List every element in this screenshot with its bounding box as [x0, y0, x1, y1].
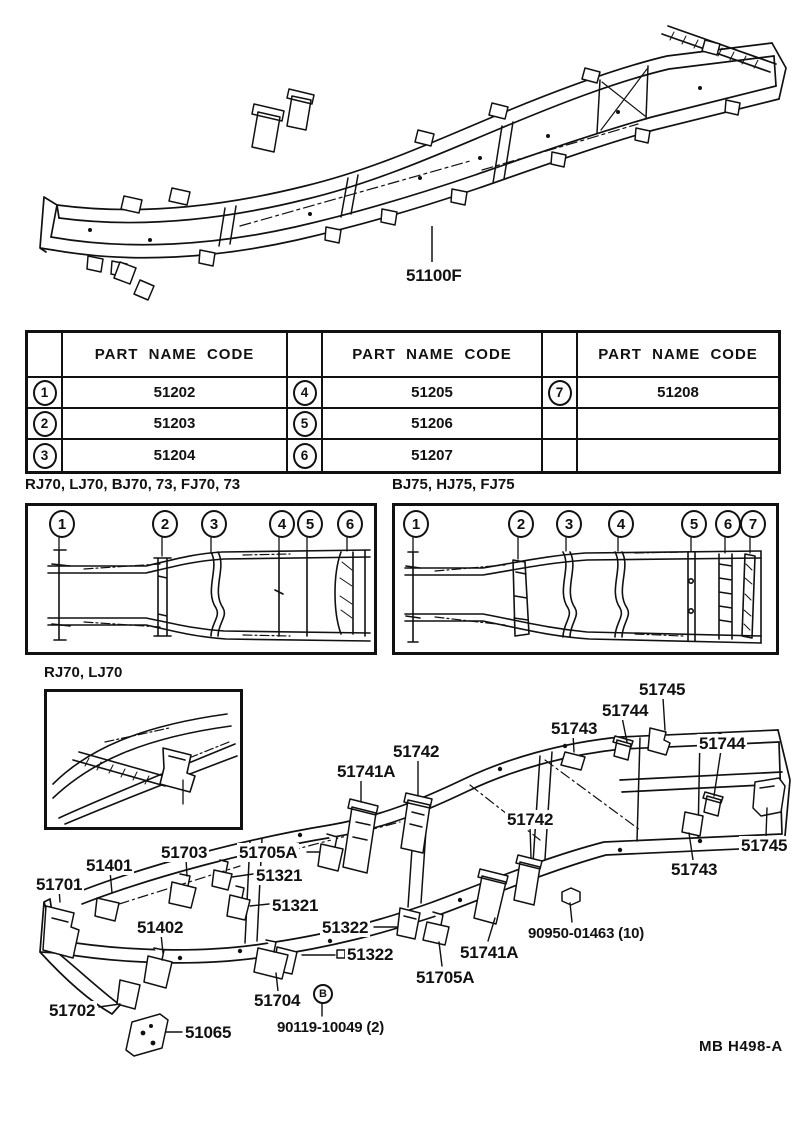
variant-title-rj70: RJ70, LJ70, BJ70, 73, FJ70, 73 [25, 476, 241, 493]
callout-51703: 51703 [161, 843, 208, 862]
table-corner-cell [28, 333, 63, 378]
inset-diagram-rj70 [44, 689, 243, 830]
callout-51745-b: 51745 [741, 836, 788, 855]
ref-number-cell [288, 440, 323, 471]
marker-6: 6 [337, 510, 363, 538]
callout-51100f: 51100F [406, 266, 462, 285]
callout-51322-b: 51322 [347, 945, 394, 964]
variant-diagram-bj75 [392, 503, 779, 655]
marker-1: 1 [403, 510, 429, 538]
marker-5: 5 [681, 510, 707, 538]
doc-code: MB H498-A [699, 1038, 783, 1055]
callout-51743-b: 51743 [671, 860, 718, 879]
part-code-cell: 51207 [323, 440, 543, 471]
marker-3: 3 [201, 510, 227, 538]
ref-number-cell [28, 440, 63, 471]
callout-51744-b: 51744 [699, 734, 746, 753]
callout-51744-a: 51744 [602, 701, 649, 720]
variant-title-bj75: BJ75, HJ75, FJ75 [392, 476, 515, 493]
inset-title: RJ70, LJ70 [44, 664, 123, 681]
callout-51065: 51065 [185, 1023, 232, 1042]
part-name-code-table [25, 330, 781, 474]
marker-2: 2 [508, 510, 534, 538]
marker-7: 7 [740, 510, 766, 538]
marker-4: 4 [269, 510, 295, 538]
callout-90119-10049: 90119-10049 (2) [277, 1019, 385, 1036]
callout-51704: 51704 [254, 991, 301, 1010]
callout-51743-a: 51743 [551, 719, 598, 738]
callout-51702: 51702 [49, 1001, 96, 1020]
part-code-cell [578, 440, 778, 471]
circled-number: 1 [33, 380, 57, 406]
main-frame-diagram [0, 0, 800, 322]
frame-rails [40, 26, 786, 258]
variant-diagram-rj70 [25, 503, 377, 655]
callout-51741a-a: 51741A [337, 762, 396, 781]
table-corner-cell [543, 333, 578, 378]
table-header-cell: PART NAME CODE [63, 333, 288, 378]
callout-51742-b: 51742 [507, 810, 554, 829]
callout-51741a-b: 51741A [460, 943, 519, 962]
ref-number-cell [28, 378, 63, 409]
callout-51701: 51701 [36, 875, 83, 894]
ref-number-cell [543, 409, 578, 440]
circled-number: 4 [293, 380, 317, 406]
marker-4: 4 [608, 510, 634, 538]
ref-number-cell [28, 409, 63, 440]
table-corner-cell [288, 333, 323, 378]
ref-number-cell [543, 378, 578, 409]
circled-number: 7 [548, 380, 572, 406]
callout-51402: 51402 [137, 918, 184, 937]
marker-5: 5 [297, 510, 323, 538]
callout-51745-a: 51745 [639, 680, 686, 699]
callout-51742-a: 51742 [393, 742, 440, 761]
frame-brackets [87, 40, 740, 300]
callout-51705a-a: 51705A [239, 843, 298, 862]
circled-number: 6 [293, 443, 317, 469]
table-header-cell: PART NAME CODE [323, 333, 543, 378]
marker-1: 1 [49, 510, 75, 538]
table-header-cell: PART NAME CODE [578, 333, 778, 378]
marker-3: 3 [556, 510, 582, 538]
part-code-cell: 51204 [63, 440, 288, 471]
circled-number: 5 [293, 411, 317, 437]
circled-letter-b: B [313, 984, 333, 1004]
part-code-cell [578, 409, 778, 440]
callout-51705a-b: 51705A [416, 968, 475, 987]
marker-2: 2 [152, 510, 178, 538]
part-code-cell: 51203 [63, 409, 288, 440]
circled-number: 3 [33, 443, 57, 469]
ref-number-cell [288, 378, 323, 409]
marker-6: 6 [715, 510, 741, 538]
callout-51322-a: 51322 [322, 918, 369, 937]
ref-number-cell [288, 409, 323, 440]
part-code-cell: 51206 [323, 409, 543, 440]
callout-51401: 51401 [86, 856, 133, 875]
callout-51321-b: 51321 [272, 896, 319, 915]
circled-number: 2 [33, 411, 57, 437]
part-code-cell: 51202 [63, 378, 288, 409]
ref-number-cell [543, 440, 578, 471]
callout-51321-a: 51321 [256, 866, 303, 885]
inset-frame-sketch [47, 692, 240, 827]
part-code-cell: 51205 [323, 378, 543, 409]
callout-90950-01463: 90950-01463 (10) [528, 925, 645, 942]
part-code-cell: 51208 [578, 378, 778, 409]
